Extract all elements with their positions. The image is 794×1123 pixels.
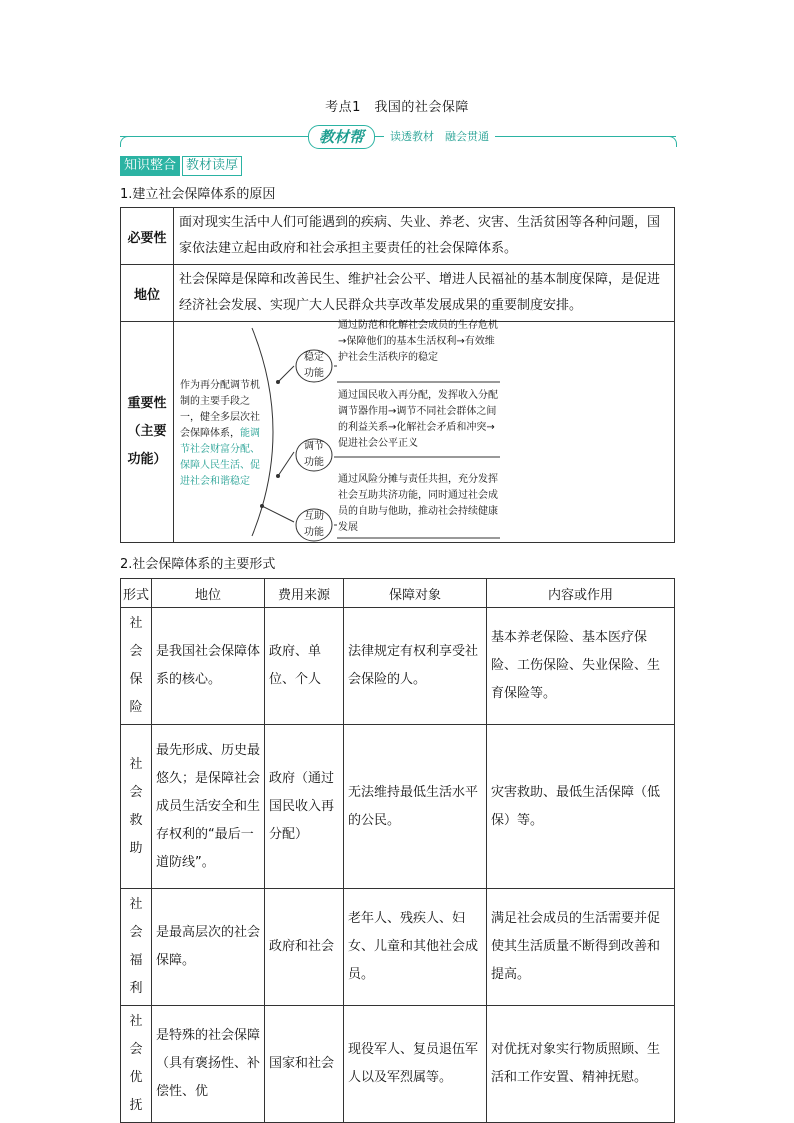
tag-textbook: 教材读厚 [182, 156, 242, 176]
table-row [121, 725, 675, 889]
connector-line [278, 366, 294, 382]
function-name-regulation: 调节功能 [304, 441, 324, 468]
row-value: 面对现实生活中人们可能遇到的疾病、失业、养老、灾害、生活贫困等各种问题，国家依法建立起由政府和社会承担主要责任的社会保障体系。 [174, 208, 675, 265]
function-desc-stability: 通过防范和化解社会成员的生存危机→保障他们的基本生活权利→有效维护社会生活秩序的稳定 [338, 320, 498, 363]
form-funding: 政府和社会 [265, 889, 344, 1006]
form-funding: 政府（通过国民收入再分配） [265, 725, 344, 889]
section-tags [120, 156, 242, 176]
form-content: 灾害救助、最低生活保障（低保）等。 [487, 725, 675, 889]
section2-heading: 2.社会保障体系的主要形式 [120, 557, 276, 572]
banner-subtitle: 读透教材 融会贯通 [384, 128, 495, 144]
table-row [121, 322, 675, 543]
table-row [121, 265, 675, 322]
table-row [121, 1006, 675, 1123]
form-target: 法律规定有权利享受社会保险的人。 [344, 608, 487, 725]
reasons-table [120, 207, 675, 543]
table-row [121, 208, 675, 265]
column-header: 地位 [152, 579, 265, 608]
row-key: 重要性（主要功能） [121, 322, 174, 543]
row-key: 地位 [121, 265, 174, 322]
form-status: 是特殊的社会保障（具有褒扬性、补偿性、优 [152, 1006, 265, 1123]
banner-label: 教材帮 [308, 125, 375, 149]
diagram-intro [180, 378, 264, 490]
table-header-row [121, 579, 675, 608]
form-type: 社会优抚 [121, 1006, 152, 1123]
column-header: 费用来源 [265, 579, 344, 608]
row-key: 必要性 [121, 208, 174, 265]
form-content: 对优抚对象实行物质照顾、生活和工作安置、精神抚慰。 [487, 1006, 675, 1123]
column-header: 保障对象 [344, 579, 487, 608]
form-content: 基本养老保险、基本医疗保险、工伤保险、失业保险、生育保险等。 [487, 608, 675, 725]
function-desc-mutual-aid: 通过风险分摊与责任共担，充分发挥社会互助共济功能，同时通过社会成员的自助与他助，推动社会持续健康发展 [338, 474, 498, 533]
form-type: 社会福利 [121, 889, 152, 1006]
form-target: 现役军人、复员退伍军人以及军烈属等。 [344, 1006, 487, 1123]
form-target: 无法维持最低生活水平的公民。 [344, 725, 487, 889]
table-row [121, 608, 675, 725]
intro-black: 作为再分配调节机制的主要手段之一，健全多层次社会保障体系， [180, 380, 260, 439]
form-status: 是最高层次的社会保障。 [152, 889, 265, 1006]
form-type: 社会救助 [121, 725, 152, 889]
function-diagram [174, 322, 674, 542]
form-funding: 国家和社会 [265, 1006, 344, 1123]
form-status: 最先形成、历史最悠久；是保障社会成员生活安全和生存权利的“最后一道防线”。 [152, 725, 265, 889]
row-value: 社会保障是保障和改善民生、维护社会公平、增进人民福祉的基本制度保障，是促进经济社会发展、实现广大人民群众共享改革发展成果的重要制度安排。 [174, 265, 675, 322]
form-status: 是我国社会保障体系的核心。 [152, 608, 265, 725]
form-target: 老年人、残疾人、妇女、儿童和其他社会成员。 [344, 889, 487, 1006]
page-title: 考点1 我国的社会保障 [325, 100, 469, 115]
function-diagram-cell [174, 322, 675, 543]
function-name-mutual-aid: 互助功能 [304, 511, 324, 538]
function-name-stability: 稳定功能 [304, 352, 324, 379]
banner-right-cap [666, 136, 677, 147]
forms-table [120, 578, 675, 1123]
form-type: 社会保险 [121, 608, 152, 725]
connector-line [262, 506, 294, 522]
table-row [121, 889, 675, 1006]
banner-left-cap [120, 136, 131, 147]
column-header: 内容或作用 [487, 579, 675, 608]
form-funding: 政府、单位、个人 [265, 608, 344, 725]
tag-knowledge: 知识整合 [120, 156, 180, 176]
section1-heading: 1.建立社会保障体系的原因 [120, 187, 276, 202]
form-content: 满足社会成员的生活需要并促使其生活质量不断得到改善和提高。 [487, 889, 675, 1006]
function-desc-regulation: 通过国民收入再分配，发挥收入分配调节器作用→调节不同社会群体之间的利益关系→化解社会矛盾和冲突→促进社会公平正义 [338, 390, 498, 449]
connector-line [278, 452, 294, 476]
column-header: 形式 [121, 579, 152, 608]
intro-teal: 能调节社会财富分配、保障人民生活、促进社会和谐稳定 [180, 428, 260, 487]
